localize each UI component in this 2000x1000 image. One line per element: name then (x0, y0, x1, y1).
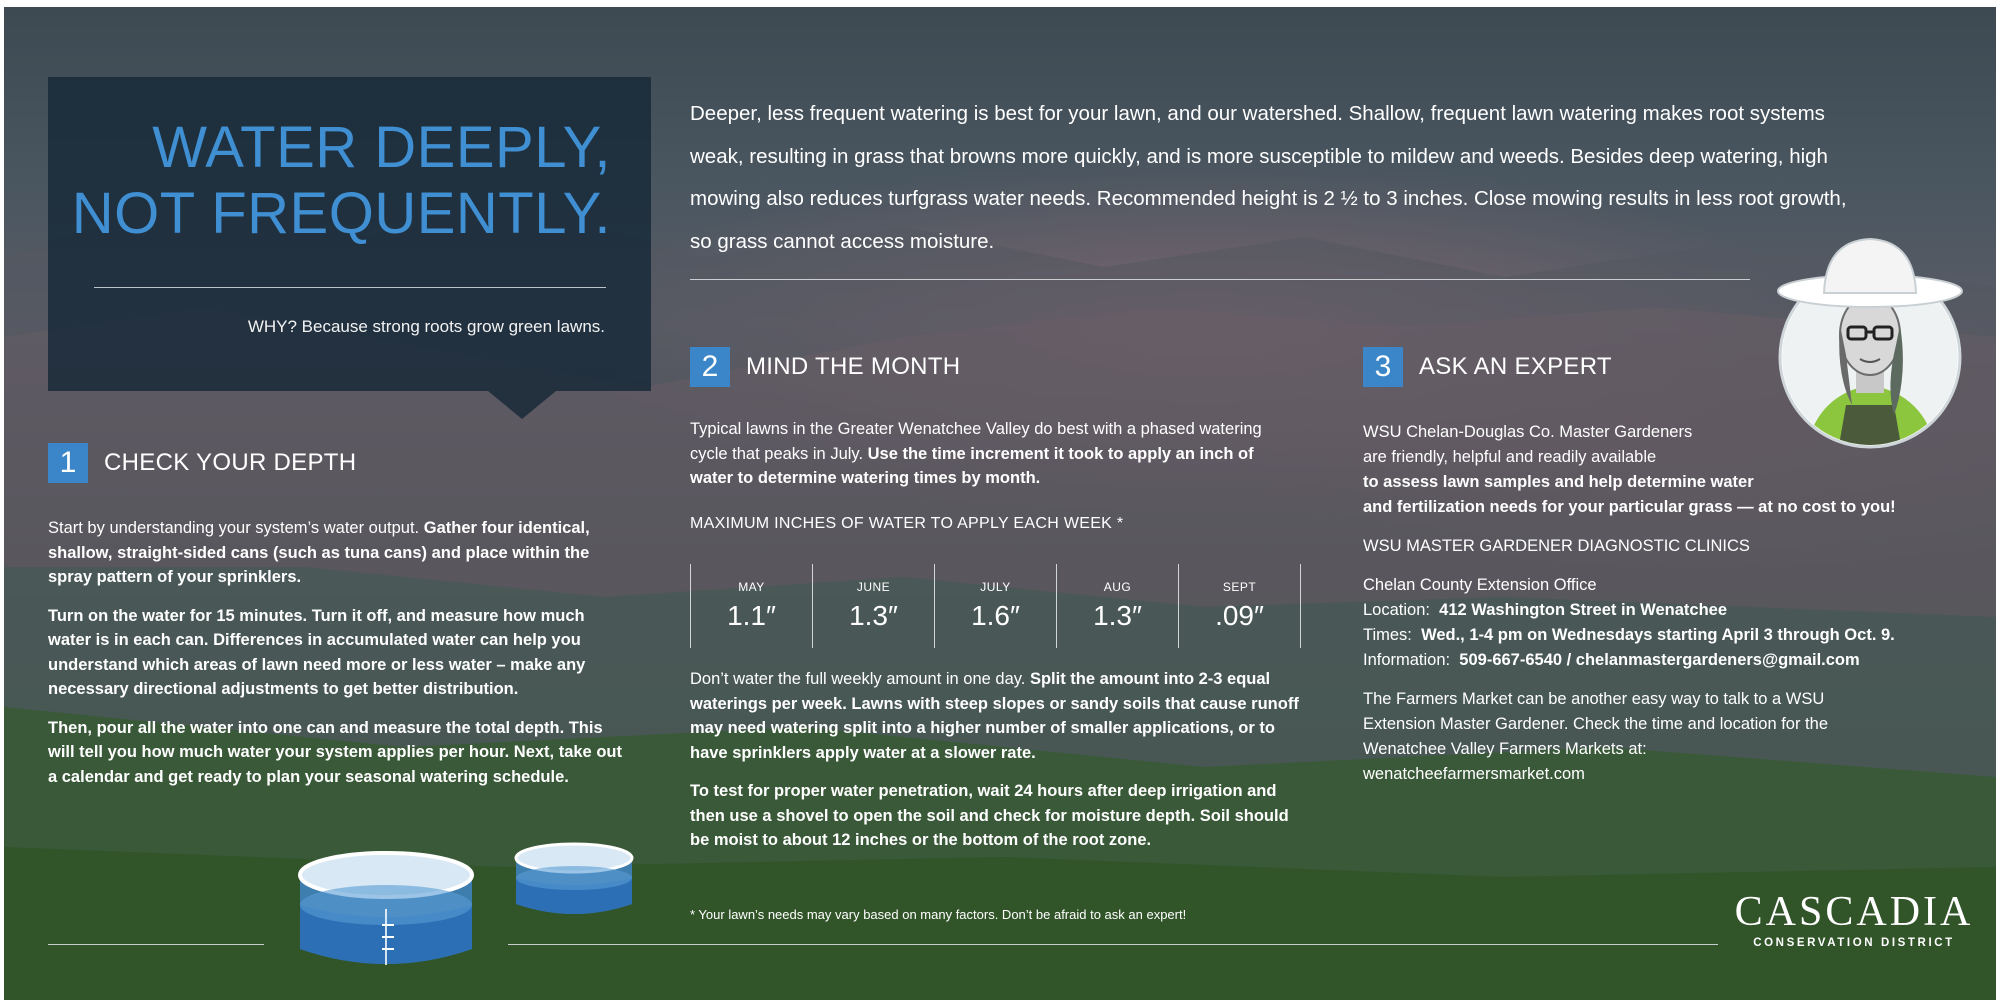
section-2-paragraph-1: Typical lawns in the Greater Wenatchee Valley do best with a phased watering cycle that peaks in July. Use the time increment it took to apply an inch of water to determine watering times by month. (690, 420, 1262, 487)
month-cell-sept (1179, 564, 1300, 648)
section-2-number: 2 (690, 347, 730, 387)
month-name: AUG (1103, 580, 1132, 594)
large-tuna-can-illustration (294, 845, 478, 979)
month-cell-june (813, 564, 934, 648)
headline-line1: WATER DEEPLY, (152, 115, 611, 180)
month-table-label: MAXIMUM INCHES OF WATER TO APPLY EACH WEEK * (690, 515, 1124, 532)
section-1-paragraph-3: Then, pour all the water into one can and measure the total depth. This will tell you how much water your system applies per hour. Next, take out a calendar and get ready to plan your seasonal watering schedule. (48, 718, 622, 786)
section-2-body (690, 667, 1300, 867)
logo-name: CASCADIA (1734, 889, 1974, 935)
section-2-title: MIND THE MONTH (746, 353, 961, 380)
headline-subtitle: WHY? Because strong roots grow green lawns. (247, 317, 605, 336)
farmers-market-line: Extension Master Gardener. Check the time and location for the (1363, 715, 1828, 733)
month-cell-may (691, 564, 812, 648)
expert-intro-bold: to assess lawn samples and help determine water (1363, 473, 1754, 491)
section-2-paragraph-2: Don’t water the full weekly amount in one day. Split the amount into 2-3 equal waterings per week. Lawns with steep slopes or sandy soils that cause runoff may need watering split into a higher number of smaller applications, or to have sprinklers apply water at a slower rate. (690, 670, 1299, 762)
month-value: 1.3″ (849, 600, 898, 631)
section-1-body (48, 516, 628, 803)
section-1-title: CHECK YOUR DEPTH (104, 449, 357, 476)
expert-intro-line: WSU Chelan-Douglas Co. Master Gardeners (1363, 423, 1693, 441)
section-3-body (1363, 420, 1963, 787)
month-name: MAY (738, 580, 765, 594)
footnote: * Your lawn’s needs may vary based on many factors. Don’t be afraid to ask an expert! (690, 907, 1187, 922)
information-row: Information: 509-667-6540 / chelanmastergardeners@gmail.com (1363, 651, 1860, 669)
farmers-market-line: Wenatchee Valley Farmers Markets at: (1363, 740, 1647, 758)
headline-panel (48, 77, 651, 391)
month-value: 1.3″ (1093, 600, 1142, 631)
month-name: JULY (980, 580, 1011, 594)
headline-divider (94, 287, 606, 288)
section-2-heading (690, 347, 960, 387)
location-row: Location: 412 Washington Street in Wenatchee (1363, 601, 1728, 619)
bottom-divider-right (508, 944, 1718, 945)
headline (72, 115, 611, 247)
section-3-heading (1363, 347, 1612, 387)
speech-pointer (488, 391, 556, 419)
intro-divider (690, 279, 1750, 280)
clinics-heading: WSU MASTER GARDENER DIAGNOSTIC CLINICS (1363, 537, 1750, 555)
month-divider (1300, 564, 1301, 648)
logo-subtitle: CONSERVATION DISTRICT (1753, 937, 1955, 949)
month-name: SEPT (1222, 580, 1257, 594)
extension-office: Chelan County Extension Office (1363, 576, 1597, 594)
month-value: 1.1″ (727, 600, 776, 631)
cascadia-logo (1734, 889, 1974, 949)
month-name: JUNE (856, 580, 891, 594)
section-1-paragraph-1: Start by understanding your system’s water output. Gather four identical, shallow, straight-sided cans (such as tuna cans) and place within the spray pattern of your sprinklers. (48, 519, 590, 586)
headline-line2: NOT FREQUENTLY. (71, 181, 611, 246)
month-value: 1.6″ (971, 600, 1020, 631)
section-3-number: 3 (1363, 347, 1403, 387)
poster (4, 7, 1996, 1000)
month-value: .09″ (1215, 600, 1264, 631)
month-cell-july (935, 564, 1056, 648)
bottom-divider-left (48, 944, 264, 945)
section-1-heading (48, 443, 356, 483)
section-1-number: 1 (48, 443, 88, 483)
section-2-paragraph-3: To test for proper water penetration, wait 24 hours after deep irrigation and then use a shovel to open the soil and check for moisture depth. Soil should be moist to about 12 inches or the bottom of the root zone. (690, 782, 1289, 849)
section-3-title: ASK AN EXPERT (1419, 353, 1612, 380)
expert-intro-bold: and fertilization needs for your particular grass — at no cost to you! (1363, 498, 1896, 516)
month-cell-aug (1057, 564, 1178, 648)
small-tuna-can-illustration (512, 840, 636, 924)
intro-paragraph: Deeper, less frequent watering is best for your lawn, and our watershed. Shallow, frequent lawn watering makes root systems weak, resulting in grass that browns more quickly, and is more susceptible to mildew and weeds. Besides deep watering, high mowing also reduces turfgrass water needs. Recommended height is 2 ½ to 3 inches. Close mowing results in less root growth, so grass cannot access moisture. (690, 102, 1847, 253)
section-2-intro (690, 417, 1290, 505)
expert-intro-line: are friendly, helpful and readily available (1363, 448, 1657, 466)
farmers-market-link[interactable]: wenatcheefarmersmarket.com (1363, 765, 1585, 783)
times-row: Times: Wed., 1-4 pm on Wednesdays starting April 3 through Oct. 9. (1363, 626, 1895, 644)
section-1-paragraph-2: Turn on the water for 15 minutes. Turn it off, and measure how much water is in each can. Differences in accumulated water can help you understand which areas of lawn need more or less water – make any necessary directional adjustments to get better distribution. (48, 606, 586, 698)
farmers-market-line: The Farmers Market can be another easy way to talk to a WSU (1363, 690, 1825, 708)
month-table (690, 564, 1301, 648)
master-gardener-avatar (1776, 235, 1964, 451)
